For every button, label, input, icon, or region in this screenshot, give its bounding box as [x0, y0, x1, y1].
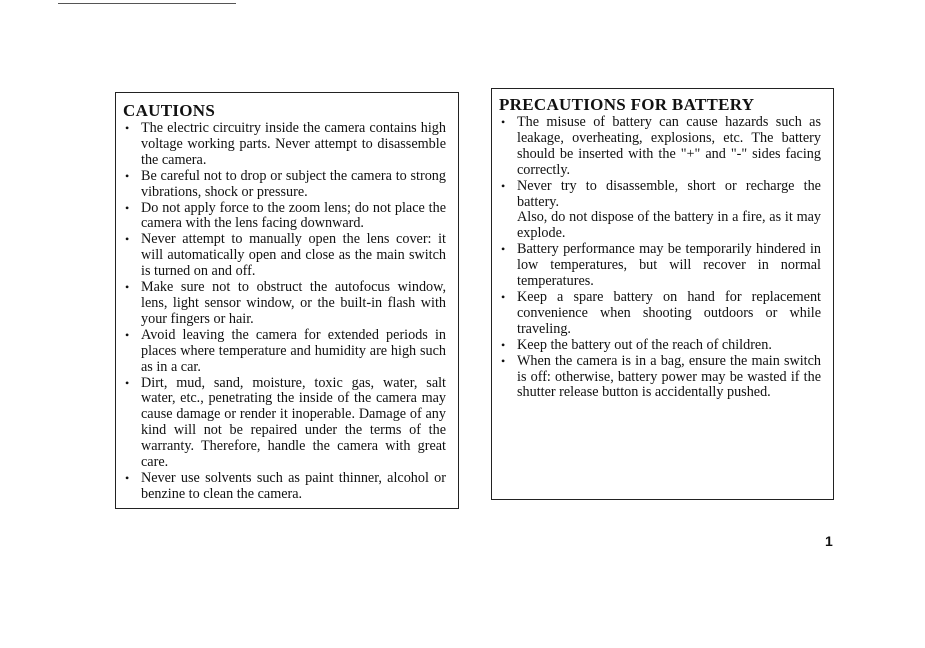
list-item [499, 115, 821, 179]
list-item [123, 376, 446, 471]
bullet-icon: • [125, 200, 130, 215]
battery-box [491, 88, 834, 500]
item-text: Make sure not to obstruct the autofocus window, lens, light sensor window, or the built-in flash with your fingers or hair. [141, 279, 446, 327]
bullet-icon: • [501, 115, 506, 129]
item-text: The electric circuitry inside the camera contains high voltage working parts. Never attempt to disassemble the camera. [141, 120, 446, 168]
item-text: Never attempt to manually open the lens cover: it will automatically open and close as the main switch is turned on and off. [141, 231, 446, 280]
page-number: 1 [825, 533, 833, 549]
cautions-box [115, 92, 459, 509]
list-item [123, 201, 446, 233]
item-text: Keep the battery out of the reach of children. [517, 336, 772, 353]
list-item [123, 232, 446, 280]
list-item [499, 179, 821, 243]
cautions-list [123, 121, 446, 503]
bullet-icon: • [501, 289, 506, 304]
list-item [123, 169, 446, 201]
cautions-heading: CAUTIONS [123, 101, 216, 120]
bullet-icon: • [125, 280, 130, 295]
bullet-icon: • [501, 337, 506, 352]
battery-heading: PRECAUTIONS FOR BATTERY [499, 95, 755, 114]
item-text: Battery performance may be temporarily hindered in low temperatures, but will recover in normal temperatures. [517, 241, 821, 290]
item-text: Keep a spare battery on hand for replacement convenience when shooting outdoors or while traveling. [517, 288, 821, 337]
bullet-icon: • [125, 375, 130, 390]
bullet-icon: • [125, 168, 130, 183]
bullet-icon: • [501, 353, 506, 368]
bullet-icon: • [125, 327, 130, 342]
list-item [123, 471, 446, 503]
list-item [499, 354, 821, 402]
list-item [499, 290, 821, 338]
list-item [123, 328, 446, 376]
item-text: The misuse of battery can cause hazards such as leakage, overheating, explosions, etc. The battery should be inserted with the "+" and "-" sides facing correctly. [517, 114, 821, 178]
item-text: Never use solvents such as paint thinner, alcohol or benzine to clean the camera. [141, 469, 446, 502]
bullet-icon: • [125, 121, 130, 135]
item-text: Never try to disassemble, short or recharge the battery. [517, 177, 821, 210]
item-text: Do not apply force to the zoom lens; do not place the camera with the lens facing downward. [141, 199, 446, 232]
list-item [123, 280, 446, 328]
bullet-icon: • [125, 470, 130, 485]
bullet-icon: • [501, 242, 506, 257]
item-text: Be careful not to drop or subject the camera to strong vibrations, shock or pressure. [141, 167, 446, 200]
top-rule [58, 3, 236, 4]
list-item [499, 242, 821, 290]
item-text: Avoid leaving the camera for extended periods in places where temperature and humidity are high such as in a car. [141, 326, 446, 375]
item-text: Dirt, mud, sand, moisture, toxic gas, water, salt water, etc., penetrating the inside of the camera may cause damage or render it inoperable. Damage of any kind will not be repaired under the terms of the warranty. Therefore, handle the camera with great care. [141, 374, 446, 471]
battery-list [499, 115, 821, 401]
list-item [123, 121, 446, 169]
item-text: When the camera is in a bag, ensure the main switch is off: otherwise, battery power may be wasted if the shutter release button is accidentally pushed. [517, 352, 821, 401]
list-item [499, 338, 821, 354]
bullet-icon: • [125, 232, 130, 247]
item-note: Also, do not dispose of the battery in a fire, as it may explode. [517, 209, 821, 242]
bullet-icon: • [501, 178, 506, 193]
